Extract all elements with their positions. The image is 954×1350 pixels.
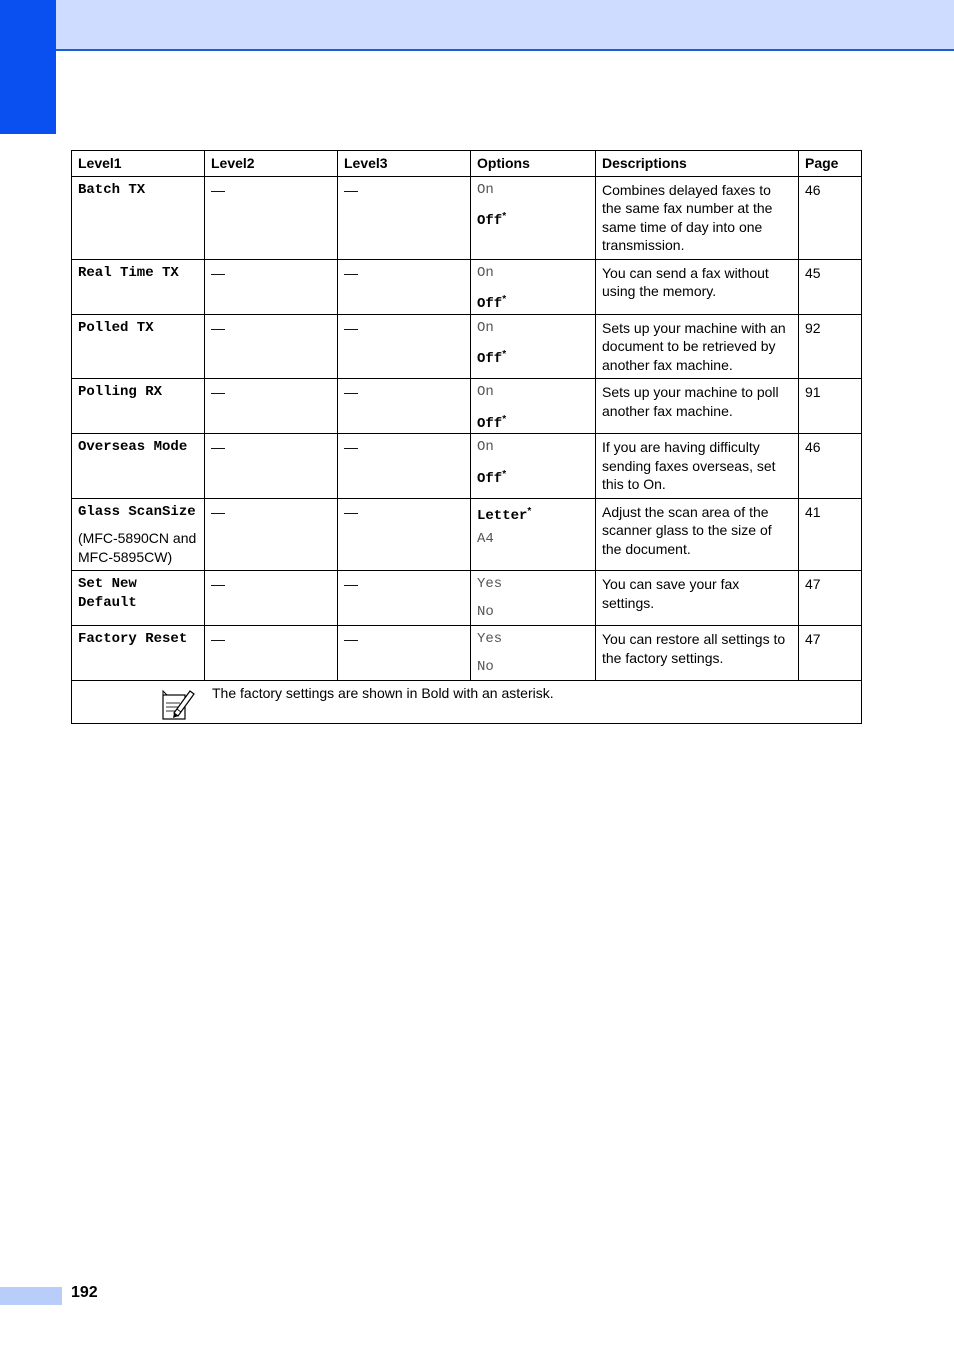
options-cell bbox=[471, 626, 596, 681]
description-cell: Adjust the scan area of the scanner glass to the size of the document. bbox=[596, 498, 799, 571]
option-default bbox=[477, 291, 589, 310]
table-row bbox=[72, 626, 862, 681]
option-text: On bbox=[477, 264, 494, 281]
level1-cell bbox=[72, 498, 205, 571]
level1-label: Factory Reset bbox=[78, 631, 188, 647]
table-row bbox=[72, 571, 862, 626]
option-value bbox=[477, 658, 589, 677]
option-value bbox=[477, 603, 589, 622]
level1-cell bbox=[72, 626, 205, 681]
level3-cell: — bbox=[338, 259, 471, 314]
level1-label: Polling RX bbox=[78, 384, 163, 400]
level3-cell: — bbox=[338, 176, 471, 259]
note-cell bbox=[72, 681, 862, 724]
page-cell: 46 bbox=[799, 176, 862, 259]
header-level2: Level2 bbox=[205, 151, 338, 177]
option-text: Yes bbox=[477, 631, 503, 647]
option-text: Off bbox=[477, 470, 503, 487]
table-row bbox=[72, 176, 862, 259]
option-text: Off bbox=[477, 415, 503, 432]
page-cell: 47 bbox=[799, 571, 862, 626]
level2-cell: — bbox=[205, 626, 338, 681]
level1-label: Batch TX bbox=[78, 181, 146, 198]
description-cell: If you are having difficulty sending faxes overseas, set this to On. bbox=[596, 434, 799, 499]
option-value bbox=[477, 530, 589, 549]
level1-label: Polled TX bbox=[78, 319, 154, 336]
table-row bbox=[72, 434, 862, 499]
level1-cell bbox=[72, 259, 205, 314]
options-cell bbox=[471, 434, 596, 499]
note-text: The factory settings are shown in Bold with an asterisk. bbox=[212, 685, 554, 701]
table-row bbox=[72, 259, 862, 314]
table-row bbox=[72, 314, 862, 379]
option-text: A4 bbox=[477, 531, 494, 547]
description-cell: Combines delayed faxes to the same fax number at the same time of day into one transmission. bbox=[596, 176, 799, 259]
level1-label: Real Time TX bbox=[78, 264, 179, 281]
option-default bbox=[477, 411, 589, 430]
level1-cell bbox=[72, 434, 205, 499]
option-text: Off bbox=[477, 351, 503, 367]
option-text: Off bbox=[477, 213, 503, 229]
page-cell: 47 bbox=[799, 626, 862, 681]
option-value bbox=[477, 319, 589, 338]
page-cell: 92 bbox=[799, 314, 862, 379]
level2-cell: — bbox=[205, 434, 338, 499]
footer-bar bbox=[0, 1287, 62, 1305]
level1-label: Overseas Mode bbox=[78, 439, 188, 455]
table-row bbox=[72, 379, 862, 434]
option-text: On bbox=[477, 439, 494, 455]
level1-cell bbox=[72, 379, 205, 434]
level2-cell: — bbox=[205, 379, 338, 434]
level3-cell: — bbox=[338, 314, 471, 379]
option-text: On bbox=[477, 319, 494, 336]
option-default bbox=[477, 346, 589, 365]
options-cell bbox=[471, 314, 596, 379]
level2-cell: — bbox=[205, 176, 338, 259]
option-text: No bbox=[477, 603, 494, 620]
option-value bbox=[477, 264, 589, 283]
default-asterisk: * bbox=[502, 294, 507, 305]
level1-cell bbox=[72, 314, 205, 379]
option-text: On bbox=[477, 384, 494, 400]
header-page: Page bbox=[799, 151, 862, 177]
option-value bbox=[477, 575, 589, 594]
level2-cell: — bbox=[205, 314, 338, 379]
options-cell bbox=[471, 498, 596, 571]
page-cell: 41 bbox=[799, 498, 862, 571]
level1-cell bbox=[72, 571, 205, 626]
option-text: On bbox=[477, 181, 494, 198]
page-cell: 91 bbox=[799, 379, 862, 434]
level3-cell: — bbox=[338, 434, 471, 499]
page-cell: 45 bbox=[799, 259, 862, 314]
note-pencil-icon bbox=[160, 687, 196, 721]
level2-cell: — bbox=[205, 571, 338, 626]
table-row bbox=[72, 498, 862, 571]
options-cell bbox=[471, 571, 596, 626]
level1-cell bbox=[72, 176, 205, 259]
option-default bbox=[477, 466, 589, 485]
header-level1: Level1 bbox=[72, 151, 205, 177]
level2-cell: — bbox=[205, 259, 338, 314]
note-row bbox=[72, 681, 862, 724]
option-value bbox=[477, 630, 589, 649]
option-text: Off bbox=[477, 296, 503, 312]
options-cell bbox=[471, 259, 596, 314]
option-default bbox=[477, 208, 589, 227]
default-asterisk: * bbox=[502, 413, 507, 425]
menu-settings-table bbox=[71, 150, 862, 724]
options-cell bbox=[471, 379, 596, 434]
level3-cell: — bbox=[338, 571, 471, 626]
option-value bbox=[477, 383, 589, 402]
header-options: Options bbox=[471, 151, 596, 177]
level2-cell: — bbox=[205, 498, 338, 571]
level1-label: Set New Default bbox=[78, 576, 137, 611]
option-value bbox=[477, 438, 589, 457]
description-cell: You can send a fax without using the memory. bbox=[596, 259, 799, 314]
option-text: Yes bbox=[477, 576, 503, 592]
table-header-row bbox=[72, 151, 862, 177]
options-cell bbox=[471, 176, 596, 259]
page-number: 192 bbox=[71, 1284, 98, 1301]
option-default bbox=[477, 503, 589, 522]
level1-model-note: (MFC-5890CN and MFC-5895CW) bbox=[78, 530, 197, 565]
default-asterisk: * bbox=[502, 211, 507, 222]
description-cell: You can restore all settings to the factory settings. bbox=[596, 626, 799, 681]
description-cell: Sets up your machine with an document to be retrieved by another fax machine. bbox=[596, 314, 799, 379]
description-cell: Sets up your machine to poll another fax machine. bbox=[596, 379, 799, 434]
level3-cell: — bbox=[338, 626, 471, 681]
option-value bbox=[477, 181, 589, 200]
option-text: No bbox=[477, 658, 494, 675]
option-text: Letter bbox=[477, 507, 528, 524]
header-band bbox=[0, 0, 954, 51]
page-cell: 46 bbox=[799, 434, 862, 499]
header-descriptions: Descriptions bbox=[596, 151, 799, 177]
level1-label: Glass ScanSize bbox=[78, 503, 196, 520]
chapter-tab bbox=[0, 0, 56, 134]
level3-cell: — bbox=[338, 379, 471, 434]
default-asterisk: * bbox=[502, 468, 507, 480]
level3-cell: — bbox=[338, 498, 471, 571]
default-asterisk: * bbox=[502, 349, 507, 360]
default-asterisk: * bbox=[527, 505, 532, 517]
header-level3: Level3 bbox=[338, 151, 471, 177]
description-cell: You can save your fax settings. bbox=[596, 571, 799, 626]
